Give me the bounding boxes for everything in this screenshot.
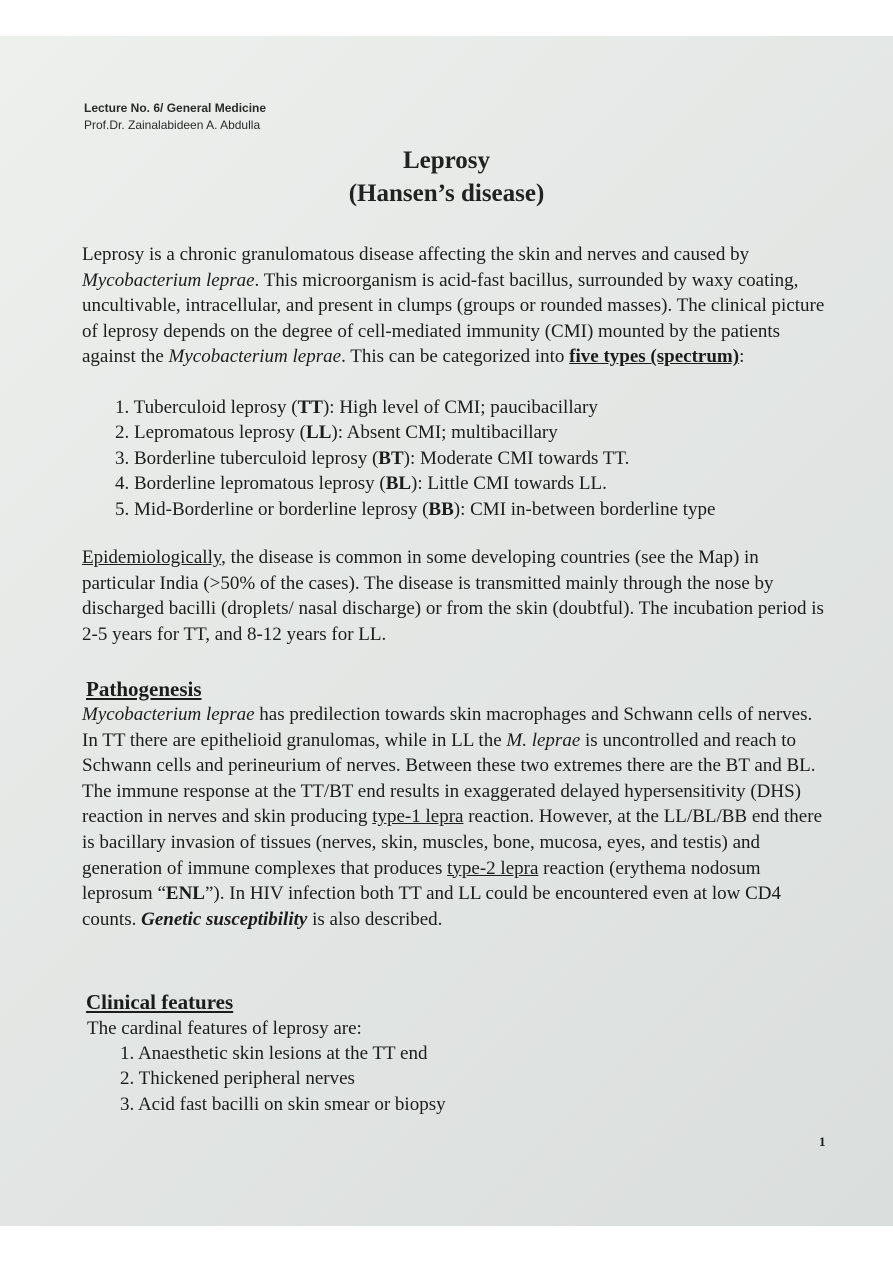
list-item: 1. Anaesthetic skin lesions at the TT end bbox=[120, 1043, 428, 1064]
list-item: 3. Borderline tuberculoid leprosy (BT): Moderate CMI towards TT. bbox=[115, 447, 630, 469]
intro-text-1: Leprosy is a chronic granulomatous disease affecting the skin and nerves and caused by bbox=[82, 244, 750, 265]
intro-paragraph bbox=[82, 242, 832, 370]
intro-text-3: . This can be categorized into bbox=[341, 346, 570, 368]
list-item: 2. Thickened peripheral nerves bbox=[120, 1068, 355, 1090]
clinical-intro: The cardinal features of leprosy are: bbox=[87, 1018, 362, 1039]
epidemiology-paragraph bbox=[82, 545, 832, 647]
lecturer-name: Prof.Dr. Zainalabideen A. Abdulla bbox=[84, 118, 261, 132]
list-item: 3. Acid fast bacilli on skin smear or biopsy bbox=[120, 1093, 446, 1115]
genetic-susceptibility-term: Genetic susceptibility bbox=[141, 908, 308, 930]
cardinal-features-list bbox=[120, 1041, 860, 1117]
organism-name: Mycobacterium leprae bbox=[168, 346, 342, 368]
list-item: 4. Borderline lepromatous leprosy (BL): Little CMI towards LL. bbox=[115, 473, 607, 495]
organism-name: Mycobacterium leprae bbox=[82, 704, 255, 725]
title-line-1: Leprosy bbox=[402, 147, 491, 174]
lecture-number: Lecture No. 6/ General Medicine bbox=[84, 101, 267, 115]
type-2-lepra-term: type-2 lepra bbox=[447, 857, 539, 879]
clinical-features-heading: Clinical features bbox=[86, 990, 234, 1014]
title-line-2: (Hansen’s disease) bbox=[348, 180, 545, 207]
enl-abbreviation: ENL bbox=[165, 883, 205, 905]
type-1-lepra-term: type-1 lepra bbox=[372, 806, 464, 828]
epidemiology-text: , the disease is common in some developing countries (see the Map) in particular India (>50% of the cases). The disease is transmitted mainly through the nose by discharged bacilli (droplets/ nasal discharge) or from the skin (doubtful). The incubation period is 2-5 years for TT, and 8-12 years for LL. bbox=[82, 547, 824, 645]
pathogenesis-heading: Pathogenesis bbox=[86, 677, 202, 701]
lecture-header bbox=[84, 100, 266, 134]
intro-text-4: : bbox=[739, 346, 745, 368]
list-item: 5. Mid-Borderline or borderline leprosy (BB): CMI in-between borderline type bbox=[115, 498, 716, 520]
list-item: 2. Lepromatous leprosy (LL): Absent CMI; multibacillary bbox=[115, 422, 558, 444]
list-item: 1. Tuberculoid leprosy (TT): High level of CMI; paucibacillary bbox=[115, 397, 598, 418]
organism-name: M. leprae bbox=[506, 729, 581, 751]
leprosy-types-list bbox=[115, 395, 855, 522]
organism-name: Mycobacterium leprae bbox=[82, 269, 255, 291]
epidemiology-label: Epidemiologically bbox=[82, 547, 222, 568]
spectrum-emphasis: five types (spectrum) bbox=[569, 346, 740, 368]
pathogenesis-paragraph: Mycobacterium leprae has predilection towards skin macrophages and Schwann cells of nerves. In TT there are epithelioid granulomas, while in LL the M. leprae is uncontrolled and reach to Schwann cells and perineurium of nerves. Between these two extremes there are the BT and BL. The immune response at the TT/BT end results in exaggerated delayed hypersensitivity (DHS) reaction in nerves and skin producing type-1 lepra reaction. However, at the LL/BL/BB end there is bacillary invasion of tissues (nerves, skin, muscles, bone, mucosa, eyes, and testis) and generation of immune complexes that produces type-2 lepra reaction (erythema nodosum leprosum “ENL”). In HIV infection both TT and LL could be encountered even at low CD4 counts. Genetic susceptibility is also described. bbox=[82, 704, 823, 930]
document-title bbox=[0, 144, 893, 210]
page-number: 1 bbox=[819, 1134, 826, 1149]
intro-text-2: . This microorganism is acid-fast bacillus, surrounded by waxy coating, uncultivable, intracellular, and present in clumps (groups or rounded masses). The clinical picture of leprosy depends on the degree of cell-mediated immunity (CMI) mounted by the patients against the bbox=[82, 269, 825, 368]
